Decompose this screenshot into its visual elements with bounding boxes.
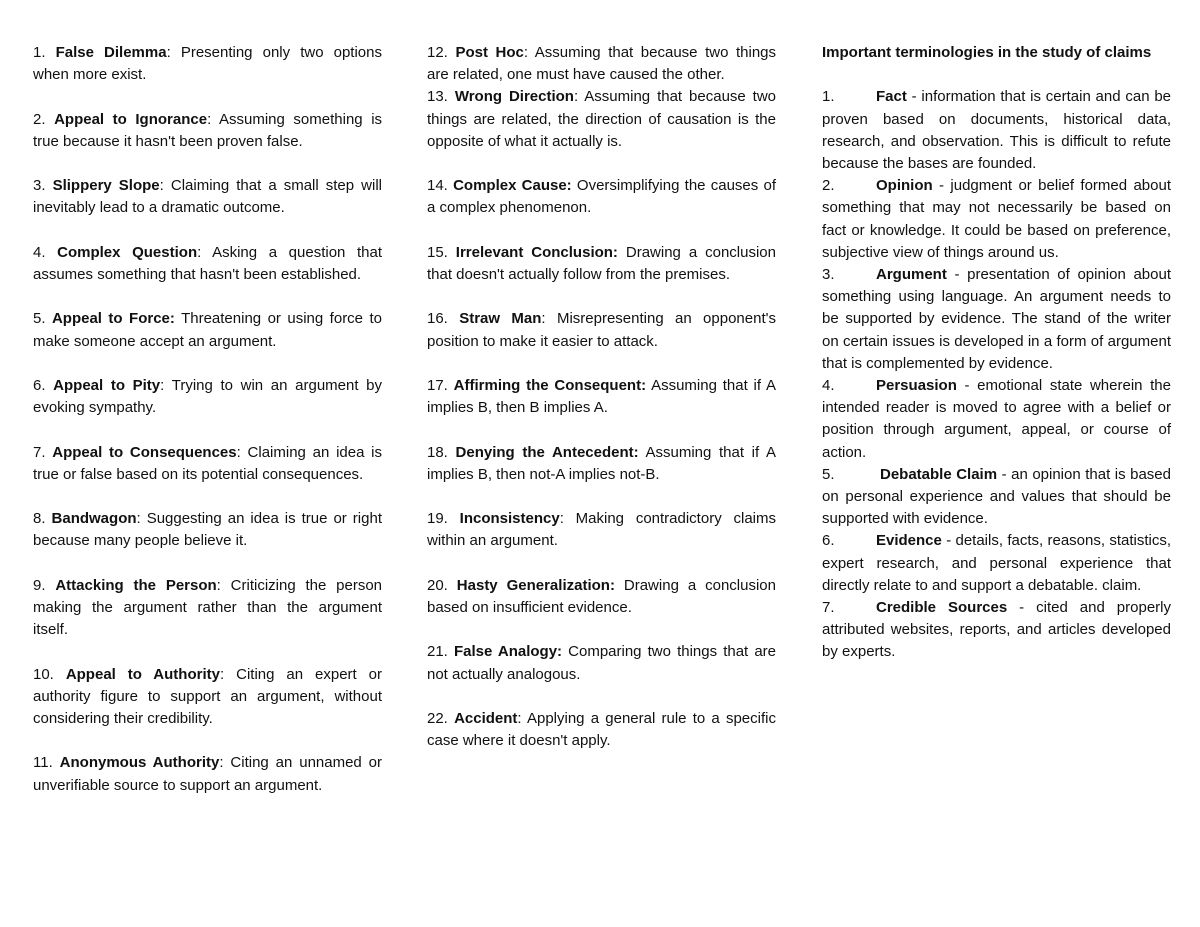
terminology-definition: - emotional state wherein the intended reader is moved to agree with a belief or position through argument, appeal, or course of action. bbox=[822, 377, 1171, 461]
terminology-number: 7. bbox=[822, 599, 835, 617]
fallacy-item bbox=[33, 575, 382, 642]
fallacy-definition: Drawing a conclusion based on insufficient evidence. bbox=[427, 576, 776, 616]
fallacy-number: 16. bbox=[427, 310, 448, 328]
fallacy-definition: Assuming that if A implies B, then not-A implies not-B. bbox=[427, 443, 777, 483]
fallacy-term: Anonymous Authority bbox=[59, 754, 220, 772]
fallacy-term: False Analogy: bbox=[453, 643, 563, 661]
fallacy-separator: : bbox=[207, 110, 212, 128]
fallacy-number: 21. bbox=[427, 643, 448, 661]
fallacy-item bbox=[427, 708, 776, 752]
terminologies-list bbox=[822, 86, 1171, 663]
terminology-item bbox=[822, 375, 1171, 464]
fallacy-item bbox=[33, 752, 382, 796]
terminology-item bbox=[822, 597, 1171, 664]
fallacy-item bbox=[33, 308, 382, 352]
terminology-definition: - an opinion that is based on personal experience and values that should be supported with evidence. bbox=[822, 465, 1171, 528]
fallacy-number: 4. bbox=[33, 243, 46, 261]
fallacy-term: Affirming the Consequent: bbox=[453, 376, 647, 394]
fallacy-item bbox=[33, 109, 382, 153]
fallacy-term: Accident bbox=[454, 709, 518, 727]
fallacy-term: Appeal to Pity bbox=[53, 376, 161, 394]
fallacy-term: Irrelevant Conclusion: bbox=[455, 243, 618, 261]
fallacy-term: Inconsistency bbox=[459, 510, 560, 528]
fallacy-term: Appeal to Ignorance bbox=[54, 110, 208, 128]
fallacy-number: 8. bbox=[33, 510, 46, 528]
fallacy-term: Attacking the Person bbox=[55, 576, 217, 594]
fallacy-separator: : bbox=[559, 510, 564, 528]
fallacy-definition: Assuming something is true because it hasn't been proven false. bbox=[33, 110, 383, 150]
fallacy-term: Wrong Direction bbox=[454, 88, 574, 106]
fallacy-number: 10. bbox=[33, 665, 54, 683]
fallacy-number: 5. bbox=[33, 310, 46, 328]
fallacy-definition: Assuming that because two things are related, one must have caused the other. bbox=[427, 44, 777, 84]
fallacy-number: 7. bbox=[33, 443, 46, 461]
fallacy-term: Slippery Slope bbox=[52, 177, 160, 195]
terminology-term: Fact bbox=[876, 88, 907, 106]
fallacy-item bbox=[427, 242, 776, 286]
fallacy-term: Appeal to Force: bbox=[51, 310, 175, 328]
fallacy-separator: : bbox=[219, 665, 225, 683]
fallacy-term: Straw Man bbox=[459, 310, 542, 328]
fallacy-item bbox=[427, 42, 776, 86]
fallacy-item bbox=[33, 442, 382, 486]
fallacy-definition: Making contradictory claims within an argument. bbox=[427, 510, 776, 550]
fallacies-column-1 bbox=[33, 42, 382, 819]
fallacy-definition: Drawing a conclusion that doesn't actually follow from the premises. bbox=[427, 243, 776, 283]
fallacy-item bbox=[33, 242, 382, 286]
fallacy-definition: Comparing two things that are not actually analogous. bbox=[427, 643, 777, 683]
terminology-definition: - presentation of opinion about something using language. An argument needs to be supported by evidence. The stand of the writer on certain issues is developed in a form of argument that is complemented by evidence. bbox=[822, 266, 1171, 372]
terminology-term: Opinion bbox=[876, 177, 933, 195]
fallacy-number: 13. bbox=[427, 88, 448, 106]
fallacy-item bbox=[427, 575, 776, 619]
fallacy-separator: : bbox=[136, 510, 141, 528]
fallacy-separator: : bbox=[523, 44, 529, 61]
fallacy-separator: : bbox=[159, 177, 164, 195]
fallacy-number: 22. bbox=[427, 709, 448, 727]
fallacy-number: 3. bbox=[33, 177, 46, 195]
terminology-definition: - details, facts, reasons, statistics, expert research, and personal experience that directly relate to and support a debatable. claim. bbox=[822, 532, 1171, 594]
fallacy-separator: : bbox=[219, 754, 224, 772]
fallacy-number: 15. bbox=[427, 243, 448, 261]
fallacy-definition: Assuming that because two things are related, the direction of causation is the opposite of what it actually is. bbox=[427, 88, 777, 150]
terminology-term: Credible Sources bbox=[876, 599, 1008, 617]
fallacy-item bbox=[33, 42, 382, 86]
fallacy-term: Hasty Generalization: bbox=[456, 576, 615, 594]
fallacy-number: 20. bbox=[427, 576, 448, 594]
fallacy-definition: Threatening or using force to make someone accept an argument. bbox=[33, 310, 382, 350]
fallacy-term: Appeal to Consequences bbox=[52, 443, 237, 461]
terminologies-column bbox=[822, 42, 1171, 664]
fallacy-term: Bandwagon bbox=[51, 510, 137, 528]
fallacy-separator: : bbox=[236, 443, 241, 461]
fallacy-item bbox=[427, 508, 776, 552]
fallacy-number: 1. bbox=[33, 44, 46, 61]
fallacy-definition: Suggesting an idea is true or right because many people believe it. bbox=[33, 510, 382, 550]
terminology-definition: - judgment or belief formed about something that may not necessarily be based on fact or knowledge. It could be based on preference, subjective view of things around us. bbox=[822, 177, 1171, 261]
fallacy-number: 6. bbox=[33, 376, 46, 394]
fallacy-item bbox=[33, 375, 382, 419]
fallacy-number: 17. bbox=[427, 376, 448, 394]
fallacy-item bbox=[427, 375, 776, 419]
fallacy-separator: : bbox=[216, 576, 221, 594]
fallacy-separator: : bbox=[197, 243, 202, 261]
fallacy-number: 2. bbox=[33, 110, 46, 128]
fallacy-separator: : bbox=[160, 376, 165, 394]
terminology-item bbox=[822, 530, 1171, 597]
terminology-number: 6. bbox=[822, 532, 835, 550]
fallacy-term: False Dilemma bbox=[55, 44, 167, 61]
fallacy-item bbox=[33, 175, 382, 219]
fallacy-term: Complex Question bbox=[57, 243, 198, 261]
fallacy-number: 12. bbox=[427, 44, 448, 61]
fallacy-number: 11. bbox=[33, 754, 53, 772]
fallacy-definition: Trying to win an argument by evoking sympathy. bbox=[33, 376, 383, 417]
terminology-item bbox=[822, 175, 1171, 264]
terminology-item bbox=[822, 86, 1171, 175]
terminology-number: 3. bbox=[822, 266, 835, 284]
terminology-item bbox=[822, 464, 1171, 531]
fallacy-separator: : bbox=[541, 310, 546, 328]
terminology-definition: - information that is certain and can be proven based on documents, historical data, research, and observation. This is difficult to refute because the bases are founded. bbox=[822, 88, 1172, 172]
fallacy-item bbox=[427, 641, 776, 685]
fallacy-definition: Claiming an idea is true or false based on its potential consequences. bbox=[33, 443, 383, 483]
terminology-term: Debatable Claim bbox=[880, 465, 998, 483]
fallacy-term: Post Hoc bbox=[455, 44, 524, 61]
fallacy-definition: Applying a general rule to a specific case where it doesn't apply. bbox=[427, 709, 776, 750]
fallacy-item bbox=[33, 508, 382, 552]
terminologies-heading: Important terminologies in the study of claims bbox=[822, 44, 1152, 61]
fallacy-number: 18. bbox=[427, 443, 448, 461]
fallacy-item bbox=[427, 442, 776, 486]
terminology-number: 4. bbox=[822, 377, 835, 395]
terminology-number: 1. bbox=[822, 88, 835, 106]
fallacy-definition: Citing an expert or authority figure to support an argument, without considering their credibility. bbox=[33, 665, 383, 727]
fallacy-term: Complex Cause: bbox=[453, 177, 572, 195]
fallacy-definition: Misrepresenting an opponent's position to make it easier to attack. bbox=[427, 310, 776, 350]
fallacy-definition: Citing an unnamed or unverifiable source to support an argument. bbox=[33, 754, 383, 794]
terminology-term: Persuasion bbox=[876, 377, 957, 395]
terminology-term: Argument bbox=[876, 266, 947, 284]
fallacy-definition: Presenting only two options when more exist. bbox=[33, 44, 382, 84]
fallacy-number: 14. bbox=[427, 177, 448, 195]
terminology-term: Evidence bbox=[876, 532, 942, 550]
fallacy-term: Denying the Antecedent: bbox=[455, 443, 639, 461]
fallacy-item bbox=[427, 308, 776, 352]
fallacy-number: 9. bbox=[33, 576, 46, 594]
fallacy-definition: Assuming that if A implies B, then B implies A. bbox=[427, 376, 777, 417]
fallacies-column-2 bbox=[427, 42, 776, 775]
fallacy-separator: : bbox=[166, 44, 171, 61]
terminology-item bbox=[822, 264, 1171, 375]
fallacy-definition: Criticizing the person making the argument rather than the argument itself. bbox=[33, 576, 383, 639]
fallacy-number: 19. bbox=[427, 510, 448, 528]
fallacy-definition: Oversimplifying the causes of a complex phenomenon. bbox=[427, 177, 777, 217]
fallacy-item bbox=[427, 175, 776, 219]
terminology-definition: - cited and properly attributed websites, reports, and articles developed by experts. bbox=[822, 599, 1171, 661]
fallacy-separator: : bbox=[517, 709, 522, 727]
fallacy-item bbox=[33, 664, 382, 731]
terminology-number: 2. bbox=[822, 177, 835, 195]
fallacy-definition: Claiming that a small step will inevitably lead to a dramatic outcome. bbox=[33, 177, 382, 217]
fallacy-item bbox=[427, 86, 776, 153]
fallacy-separator: : bbox=[573, 88, 579, 106]
fallacy-term: Appeal to Authority bbox=[65, 665, 220, 683]
terminology-number: 5. bbox=[822, 465, 835, 483]
fallacy-definition: Asking a question that assumes something that hasn't been established. bbox=[33, 243, 383, 283]
